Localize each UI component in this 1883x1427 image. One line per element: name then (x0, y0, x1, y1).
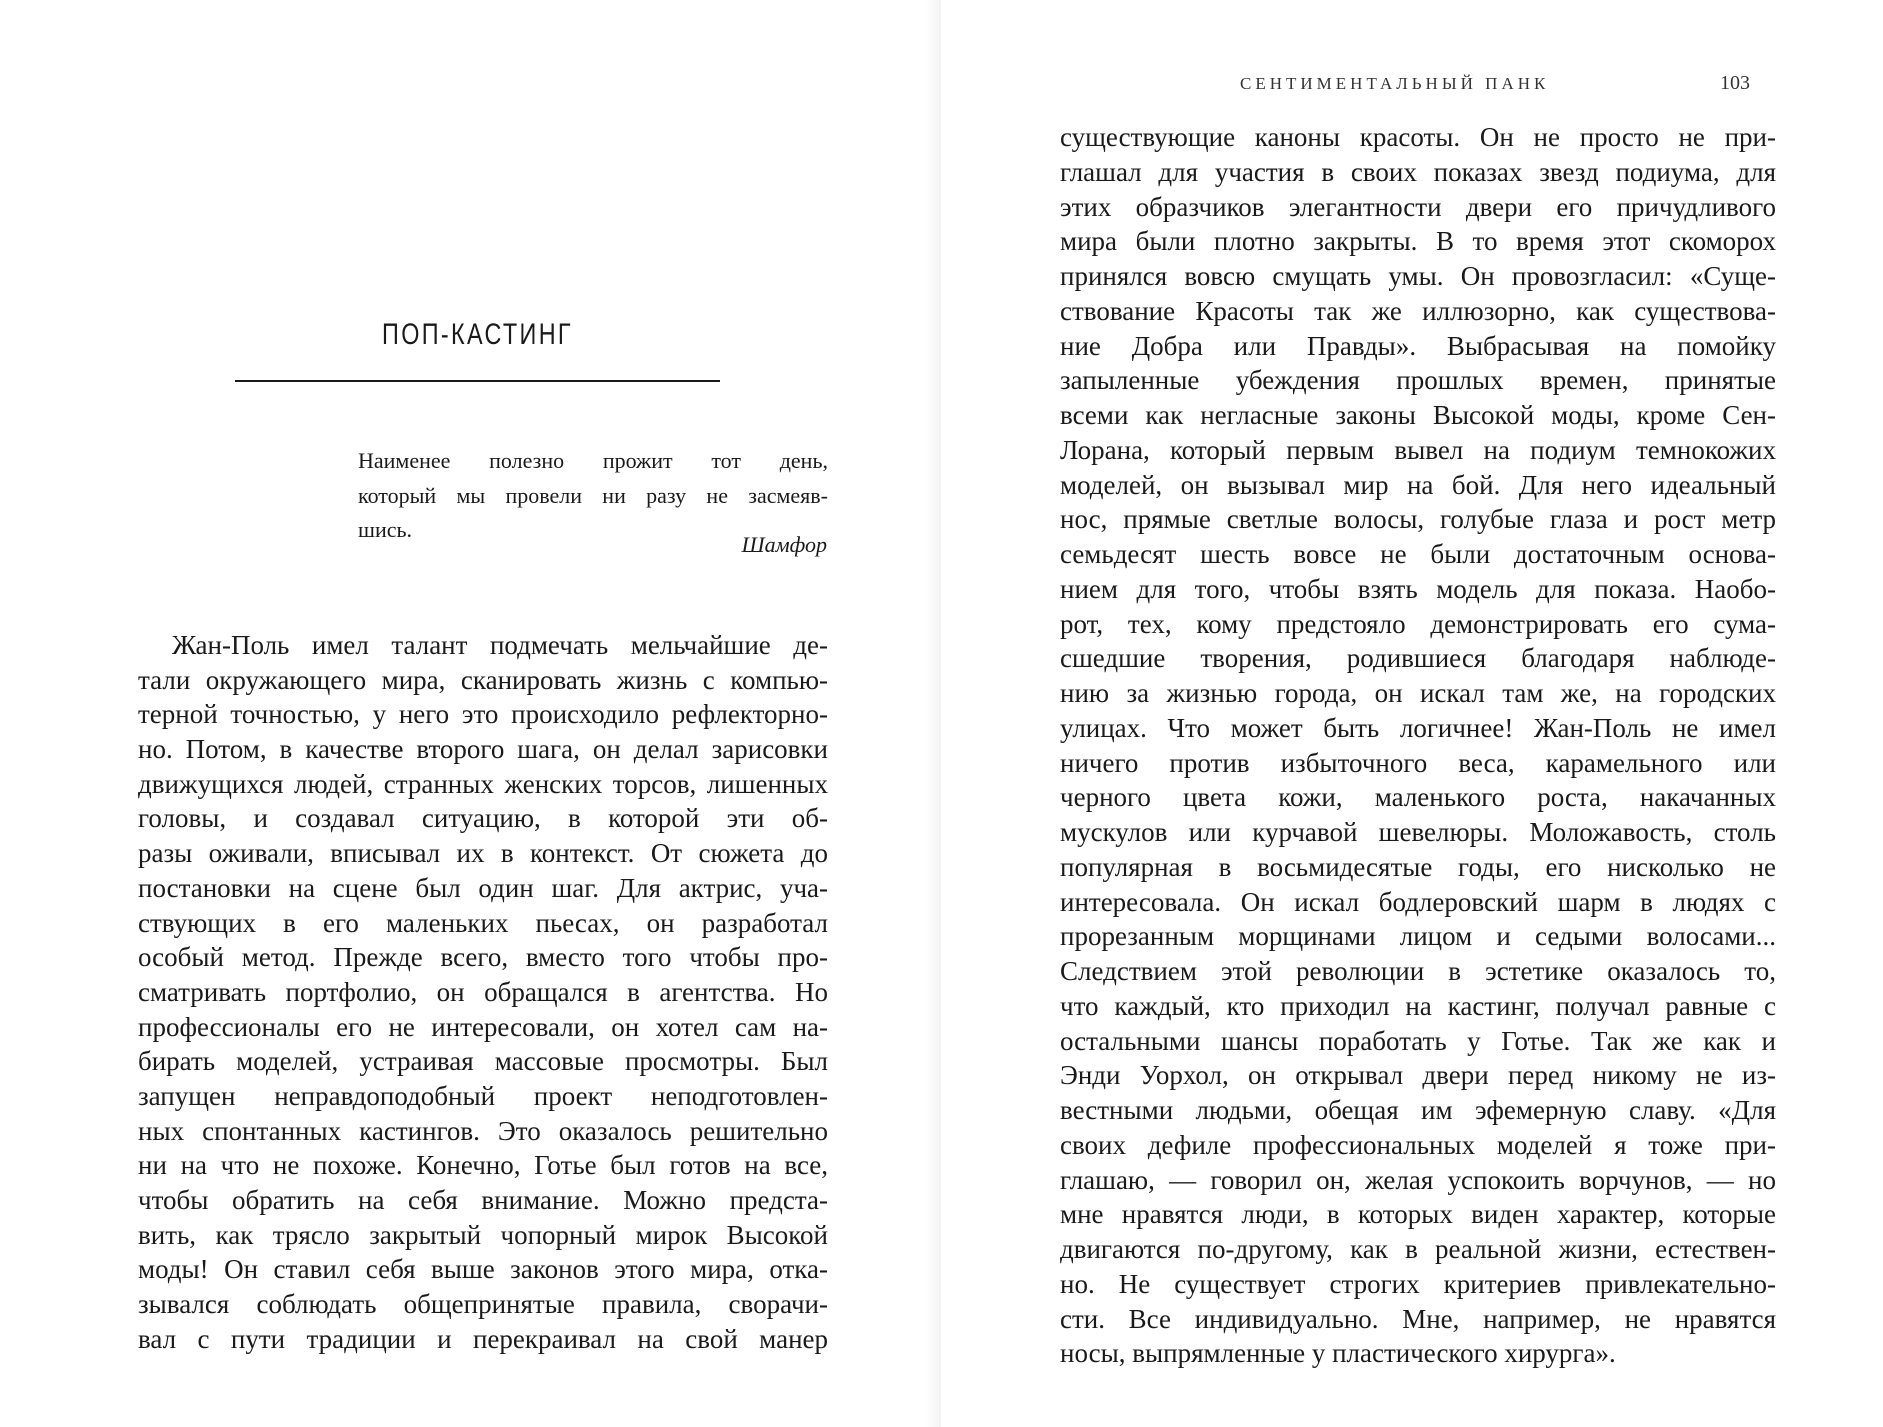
text-line: улицах. Что может быть логичнее! Жан-Поль не имел (1060, 712, 1776, 743)
text-line: чтобы обратить на себя внимание. Можно предста- (138, 1185, 828, 1215)
text-line: нием для того, чтобы взять модель для показа. Наобо- (1060, 573, 1776, 604)
text-line: своих дефиле профессиональных моделей я тоже при- (1060, 1129, 1776, 1160)
text-line: принялся вовсю смущать умы. Он провозгласил: «Суще- (1060, 261, 1776, 291)
text-line: запущен неправдоподобный проект неподготовлен- (138, 1080, 828, 1111)
left-page (0, 0, 941, 1427)
text-line: сти. Все индивидуально. Мне, например, не нравятся (1060, 1303, 1776, 1334)
text-line: вал с пути традиции и перекраивал на свой манер (138, 1323, 828, 1354)
text-line: бирать моделей, устраивая массовые просмотры. Был (138, 1046, 828, 1077)
text-line: интересовала. Он искал бодлеровский шарм в людях с (1060, 886, 1776, 917)
right-body-text (1060, 120, 1776, 1371)
text-line: моды! Он ставил себя выше законов этого мира, отка- (138, 1254, 828, 1285)
epigraph-line: шись. (358, 517, 413, 543)
text-line: популярная в восьмидесятые годы, его нисколько не (1060, 851, 1776, 882)
text-line: тали окружающего мира, сканировать жизнь с компью- (138, 664, 828, 695)
text-line: мира были плотно закрыты. В то время этот скоморох (1060, 226, 1776, 257)
chapter-title: ПОП-КАСТИНГ (382, 318, 573, 351)
text-line: остальными шансы поработать у Готье. Так же как и (1060, 1025, 1776, 1056)
text-line: нию за жизнью города, он искал там же, на городских (1060, 678, 1776, 708)
text-line: двигаются по-другому, как в реальной жизни, естествен- (1060, 1234, 1776, 1264)
text-line: головы, и создавал ситуацию, в которой эти об- (138, 803, 828, 834)
page-number: 103 (1720, 72, 1750, 94)
text-line: Лорана, который первым вывел на подиум темнокожих (1060, 434, 1776, 465)
text-line: существующие каноны красоты. Он не просто не при- (1060, 122, 1776, 152)
text-line: ствующих в его маленьких пьесах, он разработал (138, 907, 828, 938)
text-line: сматривать портфолио, он обращался в агентства. Но (138, 976, 828, 1007)
text-line: ние Добра или Правды». Выбрасывая на помойку (1060, 330, 1776, 361)
text-line: ствование Красоты так же иллюзорно, как существова- (1060, 295, 1776, 326)
text-line: Энди Уорхол, он открывал двери перед никому не из- (1060, 1060, 1776, 1091)
text-line: терной точностью, у него это происходило рефлекторно- (138, 699, 828, 730)
epigraph-author: Шамфор (741, 532, 827, 557)
text-line: этих образчиков элегантности двери его причудливого (1060, 191, 1776, 222)
text-line: особый метод. Прежде всего, вместо того чтобы про- (138, 942, 828, 973)
text-line: движущихся людей, странных женских торсов, лишенных (138, 768, 828, 799)
text-line: мне нравятся люди, в которых виден характер, которые (1060, 1199, 1776, 1230)
text-line: Следствием этой революции в эстетике оказалось то, (1060, 956, 1776, 986)
text-line: сшедшие творения, родившиеся благодаря наблюде- (1060, 643, 1776, 674)
text-line: носы, выпрямленные у пластического хирурга». (1060, 1338, 1616, 1369)
text-line: постановки на сцене был один шаг. Для актрис, уча- (138, 872, 828, 903)
running-head: СЕНТИМЕНТАЛЬНЫЙ ПАНК (1240, 74, 1550, 93)
text-line: нос, прямые светлые волосы, голубые глаза и рост метр (1060, 504, 1776, 535)
left-body-text (138, 628, 828, 1356)
text-line: вестными людьми, обещая им эфемерную славу. «Для (1060, 1095, 1776, 1125)
text-line: разы оживали, вписывал их в контекст. От сюжета до (138, 838, 828, 869)
text-line: семьдесят шесть вовсе не были достаточным основа- (1060, 539, 1776, 569)
text-line: запыленные убеждения прошлых времен, принятые (1060, 365, 1776, 396)
text-line: глашал для участия в своих показах звезд подиума, для (1060, 156, 1776, 187)
epigraph-line: Наименее полезно прожит тот день, (358, 448, 828, 473)
text-line: зывался соблюдать общепринятые правила, сворачи- (138, 1289, 828, 1320)
title-rule (235, 380, 720, 382)
text-line: черного цвета кожи, маленького роста, накачанных (1060, 782, 1776, 813)
text-line: Жан-Поль имел талант подмечать мельчайшие де- (172, 630, 828, 660)
text-line: ни на что не похоже. Конечно, Готье был готов на все, (138, 1150, 828, 1181)
text-line: вить, как трясло закрытый чопорный мирок Высокой (138, 1219, 828, 1250)
text-line: ничего против избыточного веса, карамельного или (1060, 747, 1776, 778)
text-line: глашаю, — говорил он, желая успокоить ворчунов, — но (1060, 1164, 1776, 1195)
epigraph-line: который мы провели ни разу не засмеяв- (358, 482, 828, 508)
text-line: но. Потом, в качестве второго шага, он делал зарисовки (138, 734, 828, 765)
text-line: моделей, он вызывал мир на бой. Для него идеальный (1060, 469, 1776, 500)
text-line: рот, тех, кому предстояло демонстрировать его сума- (1060, 608, 1776, 639)
text-line: профессионалы его не интересовали, он хотел сам на- (138, 1011, 828, 1042)
text-line: ных спонтанных кастингов. Это оказалось решительно (138, 1115, 828, 1146)
text-line: всеми как негласные законы Высокой моды, кроме Сен- (1060, 400, 1776, 430)
text-line: что каждый, кто приходил на кастинг, получал равные с (1060, 990, 1776, 1021)
text-line: но. Не существует строгих критериев привлекательно- (1060, 1268, 1776, 1299)
text-line: мускулов или курчавой шевелюры. Моложавость, столь (1060, 817, 1776, 847)
text-line: прорезанным морщинами лицом и седыми волосами... (1060, 921, 1776, 952)
